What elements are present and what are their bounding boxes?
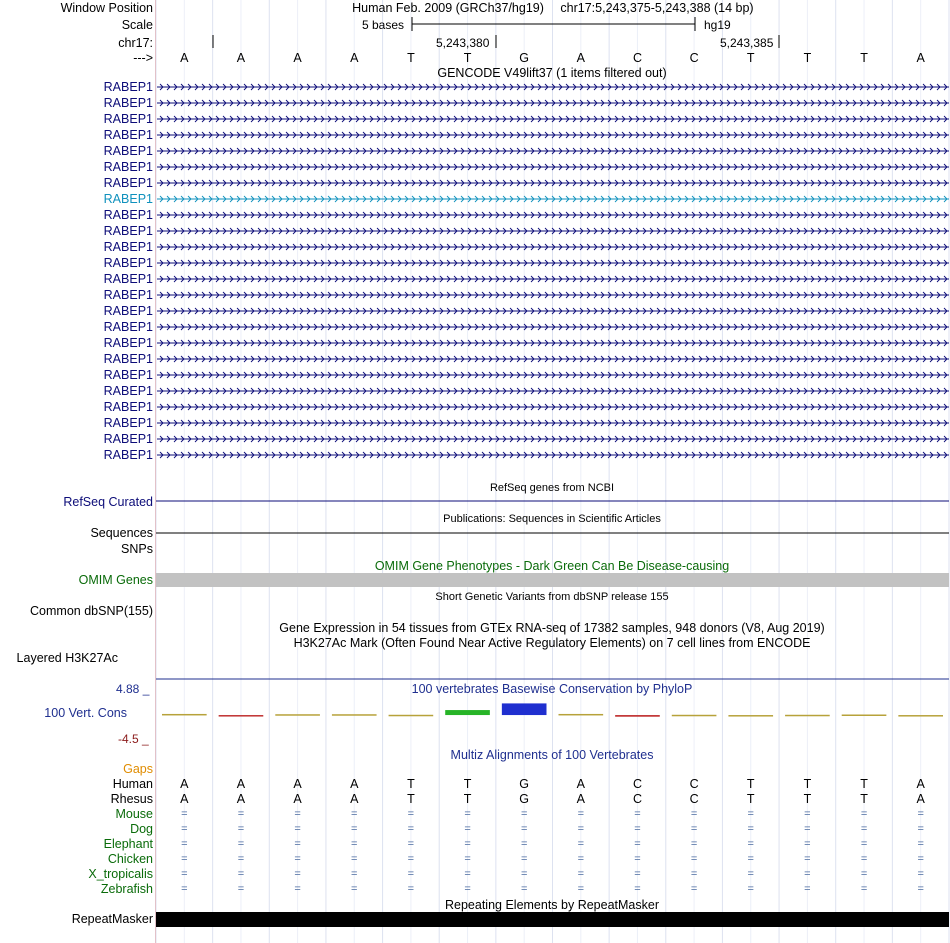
- gencode-transcript-label[interactable]: RABEP1: [103, 272, 153, 286]
- multiz-equal-mark: =: [464, 883, 471, 895]
- multiz-equal-mark: =: [577, 808, 585, 820]
- multiz-equal-mark: =: [860, 868, 868, 880]
- gencode-transcript-label[interactable]: RABEP1: [103, 400, 153, 414]
- multiz-equal-mark: =: [520, 808, 528, 820]
- multiz-equal-mark: =: [690, 868, 698, 880]
- multiz-equal-mark: =: [520, 853, 528, 865]
- multiz-base-letter: A: [350, 792, 359, 806]
- omim-bar: [156, 573, 949, 587]
- base-letter: C: [689, 51, 699, 65]
- conservation-bar: [219, 715, 264, 717]
- gencode-transcript-label[interactable]: RABEP1: [103, 304, 153, 318]
- multiz-base-letter: A: [576, 777, 585, 791]
- multiz-equal-mark: =: [917, 823, 924, 835]
- h3k27ac-label[interactable]: Layered H3K27Ac: [16, 651, 118, 665]
- conservation-bar: [559, 714, 604, 716]
- conservation-bar: [785, 715, 830, 717]
- gencode-transcript-label[interactable]: RABEP1: [103, 256, 153, 270]
- sequences-label[interactable]: Sequences: [90, 526, 153, 540]
- multiz-equal-mark: =: [294, 853, 301, 865]
- multiz-base-letter: T: [746, 792, 755, 806]
- chromosome-label[interactable]: chr17:: [118, 36, 153, 50]
- multiz-equal-mark: =: [747, 808, 754, 820]
- multiz-equal-mark: =: [464, 868, 471, 880]
- multiz-base-letter: A: [293, 792, 302, 806]
- multiz-equal-mark: =: [747, 838, 754, 850]
- multiz-equal-mark: =: [464, 823, 471, 835]
- gencode-transcript-label[interactable]: RABEP1: [103, 80, 153, 94]
- gencode-transcript-label[interactable]: RABEP1: [103, 208, 153, 222]
- refseq-curated-label[interactable]: RefSeq Curated: [63, 495, 153, 509]
- gencode-transcript-label[interactable]: RABEP1: [103, 112, 153, 126]
- multiz-base-letter: A: [293, 777, 302, 791]
- multiz-equal-mark: =: [181, 883, 188, 895]
- multiz-equal-mark: =: [634, 808, 641, 820]
- multiz-species-label[interactable]: Zebrafish: [100, 882, 153, 896]
- multiz-equal-mark: =: [181, 808, 188, 820]
- conservation-bar: [275, 714, 320, 716]
- multiz-base-letter: A: [350, 777, 359, 791]
- multiz-equal-mark: =: [181, 853, 188, 865]
- multiz-equal-mark: =: [747, 853, 754, 865]
- gencode-transcript-label[interactable]: RABEP1: [103, 368, 153, 382]
- multiz-base-letter: A: [180, 777, 189, 791]
- multiz-equal-mark: =: [181, 868, 188, 880]
- multiz-equal-mark: =: [237, 853, 245, 865]
- gencode-transcript-label[interactable]: RABEP1: [103, 128, 153, 142]
- multiz-equal-mark: =: [860, 883, 868, 895]
- h3k27ac-track-title: H3K27Ac Mark (Often Found Near Active Regulatory Elements) on 7 cell lines from ENCODE: [293, 636, 811, 650]
- multiz-equal-mark: =: [634, 838, 641, 850]
- gencode-transcript-label[interactable]: RABEP1: [103, 144, 153, 158]
- multiz-equal-mark: =: [464, 853, 471, 865]
- multiz-base-letter: T: [803, 792, 812, 806]
- conservation-bar: [898, 715, 943, 717]
- multiz-equal-mark: =: [747, 883, 754, 895]
- multiz-equal-mark: =: [181, 838, 188, 850]
- multiz-base-letter: A: [180, 792, 189, 806]
- multiz-species-label[interactable]: Chicken: [107, 852, 153, 866]
- base-letter: A: [916, 51, 925, 65]
- multiz-equal-mark: =: [634, 868, 641, 880]
- multiz-equal-mark: =: [577, 883, 585, 895]
- base-letter: A: [236, 51, 246, 65]
- multiz-equal-mark: =: [634, 823, 641, 835]
- conservation-track-title: 100 vertebrates Basewise Conservation by PhyloP: [411, 682, 693, 696]
- multiz-equal-mark: =: [690, 823, 698, 835]
- refseq-track-title: RefSeq genes from NCBI: [489, 482, 615, 494]
- multiz-equal-mark: =: [351, 823, 358, 835]
- multiz-equal-mark: =: [917, 853, 924, 865]
- multiz-base-letter: A: [576, 792, 585, 806]
- assembly-title[interactable]: Human Feb. 2009 (GRCh37/hg19): [352, 1, 544, 15]
- multiz-equal-mark: =: [520, 883, 528, 895]
- strand-direction-label: --->: [133, 51, 153, 65]
- base-letter: T: [463, 51, 472, 65]
- base-letter: T: [860, 51, 868, 65]
- conservation-min-label: -4.5 _: [118, 732, 149, 746]
- multiz-base-letter: C: [632, 777, 642, 791]
- gencode-transcript-label[interactable]: RABEP1: [103, 224, 153, 238]
- position-tick-label-1: 5,243,380: [436, 36, 490, 50]
- multiz-equal-mark: =: [237, 838, 245, 850]
- multiz-equal-mark: =: [747, 823, 754, 835]
- sequences-track-title: Publications: Sequences in Scientific Articles: [443, 513, 661, 525]
- multiz-base-letter: A: [236, 777, 246, 791]
- dbsnp-track-title: Short Genetic Variants from dbSNP release 155: [435, 591, 669, 603]
- conservation-max-label: 4.88 _: [116, 682, 150, 696]
- multiz-equal-mark: =: [237, 808, 245, 820]
- multiz-equal-mark: =: [294, 823, 301, 835]
- gencode-transcript-label[interactable]: RABEP1: [103, 416, 153, 430]
- multiz-equal-mark: =: [407, 823, 415, 835]
- conservation-bar: [615, 715, 660, 717]
- conservation-bar: [332, 714, 377, 716]
- gencode-transcript-label[interactable]: RABEP1: [103, 384, 153, 398]
- base-letter: A: [576, 51, 585, 65]
- gencode-transcript-label[interactable]: RABEP1: [103, 96, 153, 110]
- multiz-equal-mark: =: [407, 868, 415, 880]
- multiz-species-label[interactable]: Human: [112, 777, 153, 791]
- multiz-equal-mark: =: [860, 838, 868, 850]
- position-text[interactable]: chr17:5,243,375-5,243,388 (14 bp): [560, 1, 754, 15]
- repeatmasker-bar: [156, 912, 949, 927]
- multiz-base-letter: T: [860, 777, 868, 791]
- multiz-base-letter: G: [519, 792, 530, 806]
- scale-label: Scale: [121, 18, 153, 32]
- multiz-equal-mark: =: [577, 838, 585, 850]
- multiz-equal-mark: =: [351, 868, 358, 880]
- position-tick-label-2: 5,243,385: [720, 36, 774, 50]
- multiz-equal-mark: =: [917, 883, 924, 895]
- multiz-base-letter: G: [519, 777, 530, 791]
- conservation-bar: [502, 703, 547, 715]
- multiz-equal-mark: =: [351, 853, 358, 865]
- multiz-equal-mark: =: [464, 808, 471, 820]
- conservation-bar: [162, 714, 207, 716]
- multiz-base-letter: T: [746, 777, 755, 791]
- multiz-equal-mark: =: [294, 883, 301, 895]
- multiz-equal-mark: =: [577, 823, 585, 835]
- multiz-base-letter: C: [632, 792, 642, 806]
- multiz-equal-mark: =: [634, 853, 641, 865]
- multiz-equal-mark: =: [520, 868, 528, 880]
- multiz-equal-mark: =: [181, 823, 188, 835]
- conservation-label[interactable]: 100 Vert. Cons: [44, 706, 127, 720]
- conservation-bar: [842, 714, 887, 716]
- multiz-equal-mark: =: [351, 808, 358, 820]
- multiz-equal-mark: =: [520, 838, 528, 850]
- multiz-equal-mark: =: [690, 853, 698, 865]
- scale-db-text: hg19: [704, 18, 731, 32]
- base-letter: A: [293, 51, 302, 65]
- multiz-equal-mark: =: [860, 823, 868, 835]
- gencode-transcript-label[interactable]: RABEP1: [103, 336, 153, 350]
- multiz-equal-mark: =: [804, 883, 811, 895]
- multiz-species-label[interactable]: X_tropicalis: [88, 867, 153, 881]
- conservation-bar: [445, 710, 490, 715]
- conservation-bar: [389, 715, 434, 717]
- gencode-transcript-label[interactable]: RABEP1: [103, 176, 153, 190]
- base-letter: C: [632, 51, 642, 65]
- multiz-equal-mark: =: [804, 808, 811, 820]
- multiz-equal-mark: =: [804, 853, 811, 865]
- omim-genes-label[interactable]: OMIM Genes: [78, 573, 153, 587]
- multiz-equal-mark: =: [634, 883, 641, 895]
- conservation-bar: [672, 715, 717, 717]
- multiz-equal-mark: =: [690, 838, 698, 850]
- multiz-equal-mark: =: [407, 853, 415, 865]
- snps-label[interactable]: SNPs: [121, 542, 153, 556]
- multiz-base-letter: T: [463, 777, 472, 791]
- multiz-species-label[interactable]: Rhesus: [110, 792, 153, 806]
- conservation-bar: [728, 715, 773, 717]
- multiz-equal-mark: =: [294, 868, 301, 880]
- multiz-equal-mark: =: [690, 883, 698, 895]
- multiz-base-letter: T: [463, 792, 472, 806]
- base-letter: G: [519, 51, 530, 65]
- multiz-equal-mark: =: [747, 868, 754, 880]
- multiz-equal-mark: =: [407, 808, 415, 820]
- window-position-label: Window Position: [60, 1, 153, 15]
- gencode-transcript-label[interactable]: RABEP1: [103, 320, 153, 334]
- gencode-transcript-label[interactable]: RABEP1: [103, 352, 153, 366]
- multiz-species-label[interactable]: Dog: [130, 822, 153, 836]
- multiz-equal-mark: =: [237, 883, 245, 895]
- multiz-base-letter: C: [689, 792, 699, 806]
- multiz-equal-mark: =: [917, 868, 924, 880]
- multiz-equal-mark: =: [917, 808, 924, 820]
- multiz-equal-mark: =: [407, 883, 415, 895]
- base-letter: T: [803, 51, 812, 65]
- multiz-equal-mark: =: [690, 808, 698, 820]
- multiz-base-letter: A: [916, 792, 925, 806]
- multiz-base-letter: T: [860, 792, 868, 806]
- multiz-equal-mark: =: [407, 838, 415, 850]
- multiz-equal-mark: =: [520, 823, 528, 835]
- multiz-gaps-label[interactable]: Gaps: [123, 762, 153, 776]
- base-letter: A: [180, 51, 189, 65]
- multiz-base-letter: T: [803, 777, 812, 791]
- multiz-equal-mark: =: [294, 838, 301, 850]
- multiz-equal-mark: =: [577, 868, 585, 880]
- multiz-base-letter: C: [689, 777, 699, 791]
- multiz-equal-mark: =: [464, 838, 471, 850]
- gencode-transcript-label[interactable]: RABEP1: [103, 160, 153, 174]
- multiz-base-letter: A: [236, 792, 246, 806]
- base-letter: A: [350, 51, 359, 65]
- multiz-species-label[interactable]: Mouse: [115, 807, 153, 821]
- base-letter: T: [746, 51, 755, 65]
- omim-track-title: OMIM Gene Phenotypes - Dark Green Can Be Disease-causing: [374, 559, 730, 573]
- gencode-transcript-label[interactable]: RABEP1: [103, 432, 153, 446]
- multiz-equal-mark: =: [804, 838, 811, 850]
- dbsnp-label[interactable]: Common dbSNP(155): [30, 604, 153, 618]
- multiz-species-label[interactable]: Elephant: [103, 837, 153, 851]
- multiz-base-letter: T: [407, 777, 415, 791]
- multiz-equal-mark: =: [804, 823, 811, 835]
- multiz-equal-mark: =: [577, 853, 585, 865]
- scale-bases-text: 5 bases: [362, 18, 405, 32]
- multiz-equal-mark: =: [917, 838, 924, 850]
- multiz-equal-mark: =: [294, 808, 301, 820]
- multiz-track-title: Multiz Alignments of 100 Vertebrates: [450, 748, 654, 762]
- repeatmasker-label[interactable]: RepeatMasker: [71, 912, 153, 926]
- base-letter: T: [407, 51, 415, 65]
- gencode-transcript-label[interactable]: RABEP1: [103, 288, 153, 302]
- multiz-equal-mark: =: [237, 823, 245, 835]
- multiz-equal-mark: =: [351, 883, 358, 895]
- multiz-base-letter: A: [916, 777, 925, 791]
- multiz-base-letter: T: [407, 792, 415, 806]
- gencode-track-title: GENCODE V49lift37 (1 items filtered out): [437, 66, 667, 80]
- gencode-transcript-label[interactable]: RABEP1: [103, 240, 153, 254]
- gencode-transcript-label[interactable]: RABEP1: [103, 192, 153, 206]
- multiz-equal-mark: =: [804, 868, 811, 880]
- gtex-track-title: Gene Expression in 54 tissues from GTEx RNA-seq of 17382 samples, 948 donors (V8, Aug 2019): [279, 621, 825, 635]
- multiz-equal-mark: =: [351, 838, 358, 850]
- gencode-transcript-label[interactable]: RABEP1: [103, 448, 153, 462]
- multiz-equal-mark: =: [860, 808, 868, 820]
- multiz-equal-mark: =: [860, 853, 868, 865]
- multiz-equal-mark: =: [237, 868, 245, 880]
- repeatmasker-track-title: Repeating Elements by RepeatMasker: [444, 898, 660, 912]
